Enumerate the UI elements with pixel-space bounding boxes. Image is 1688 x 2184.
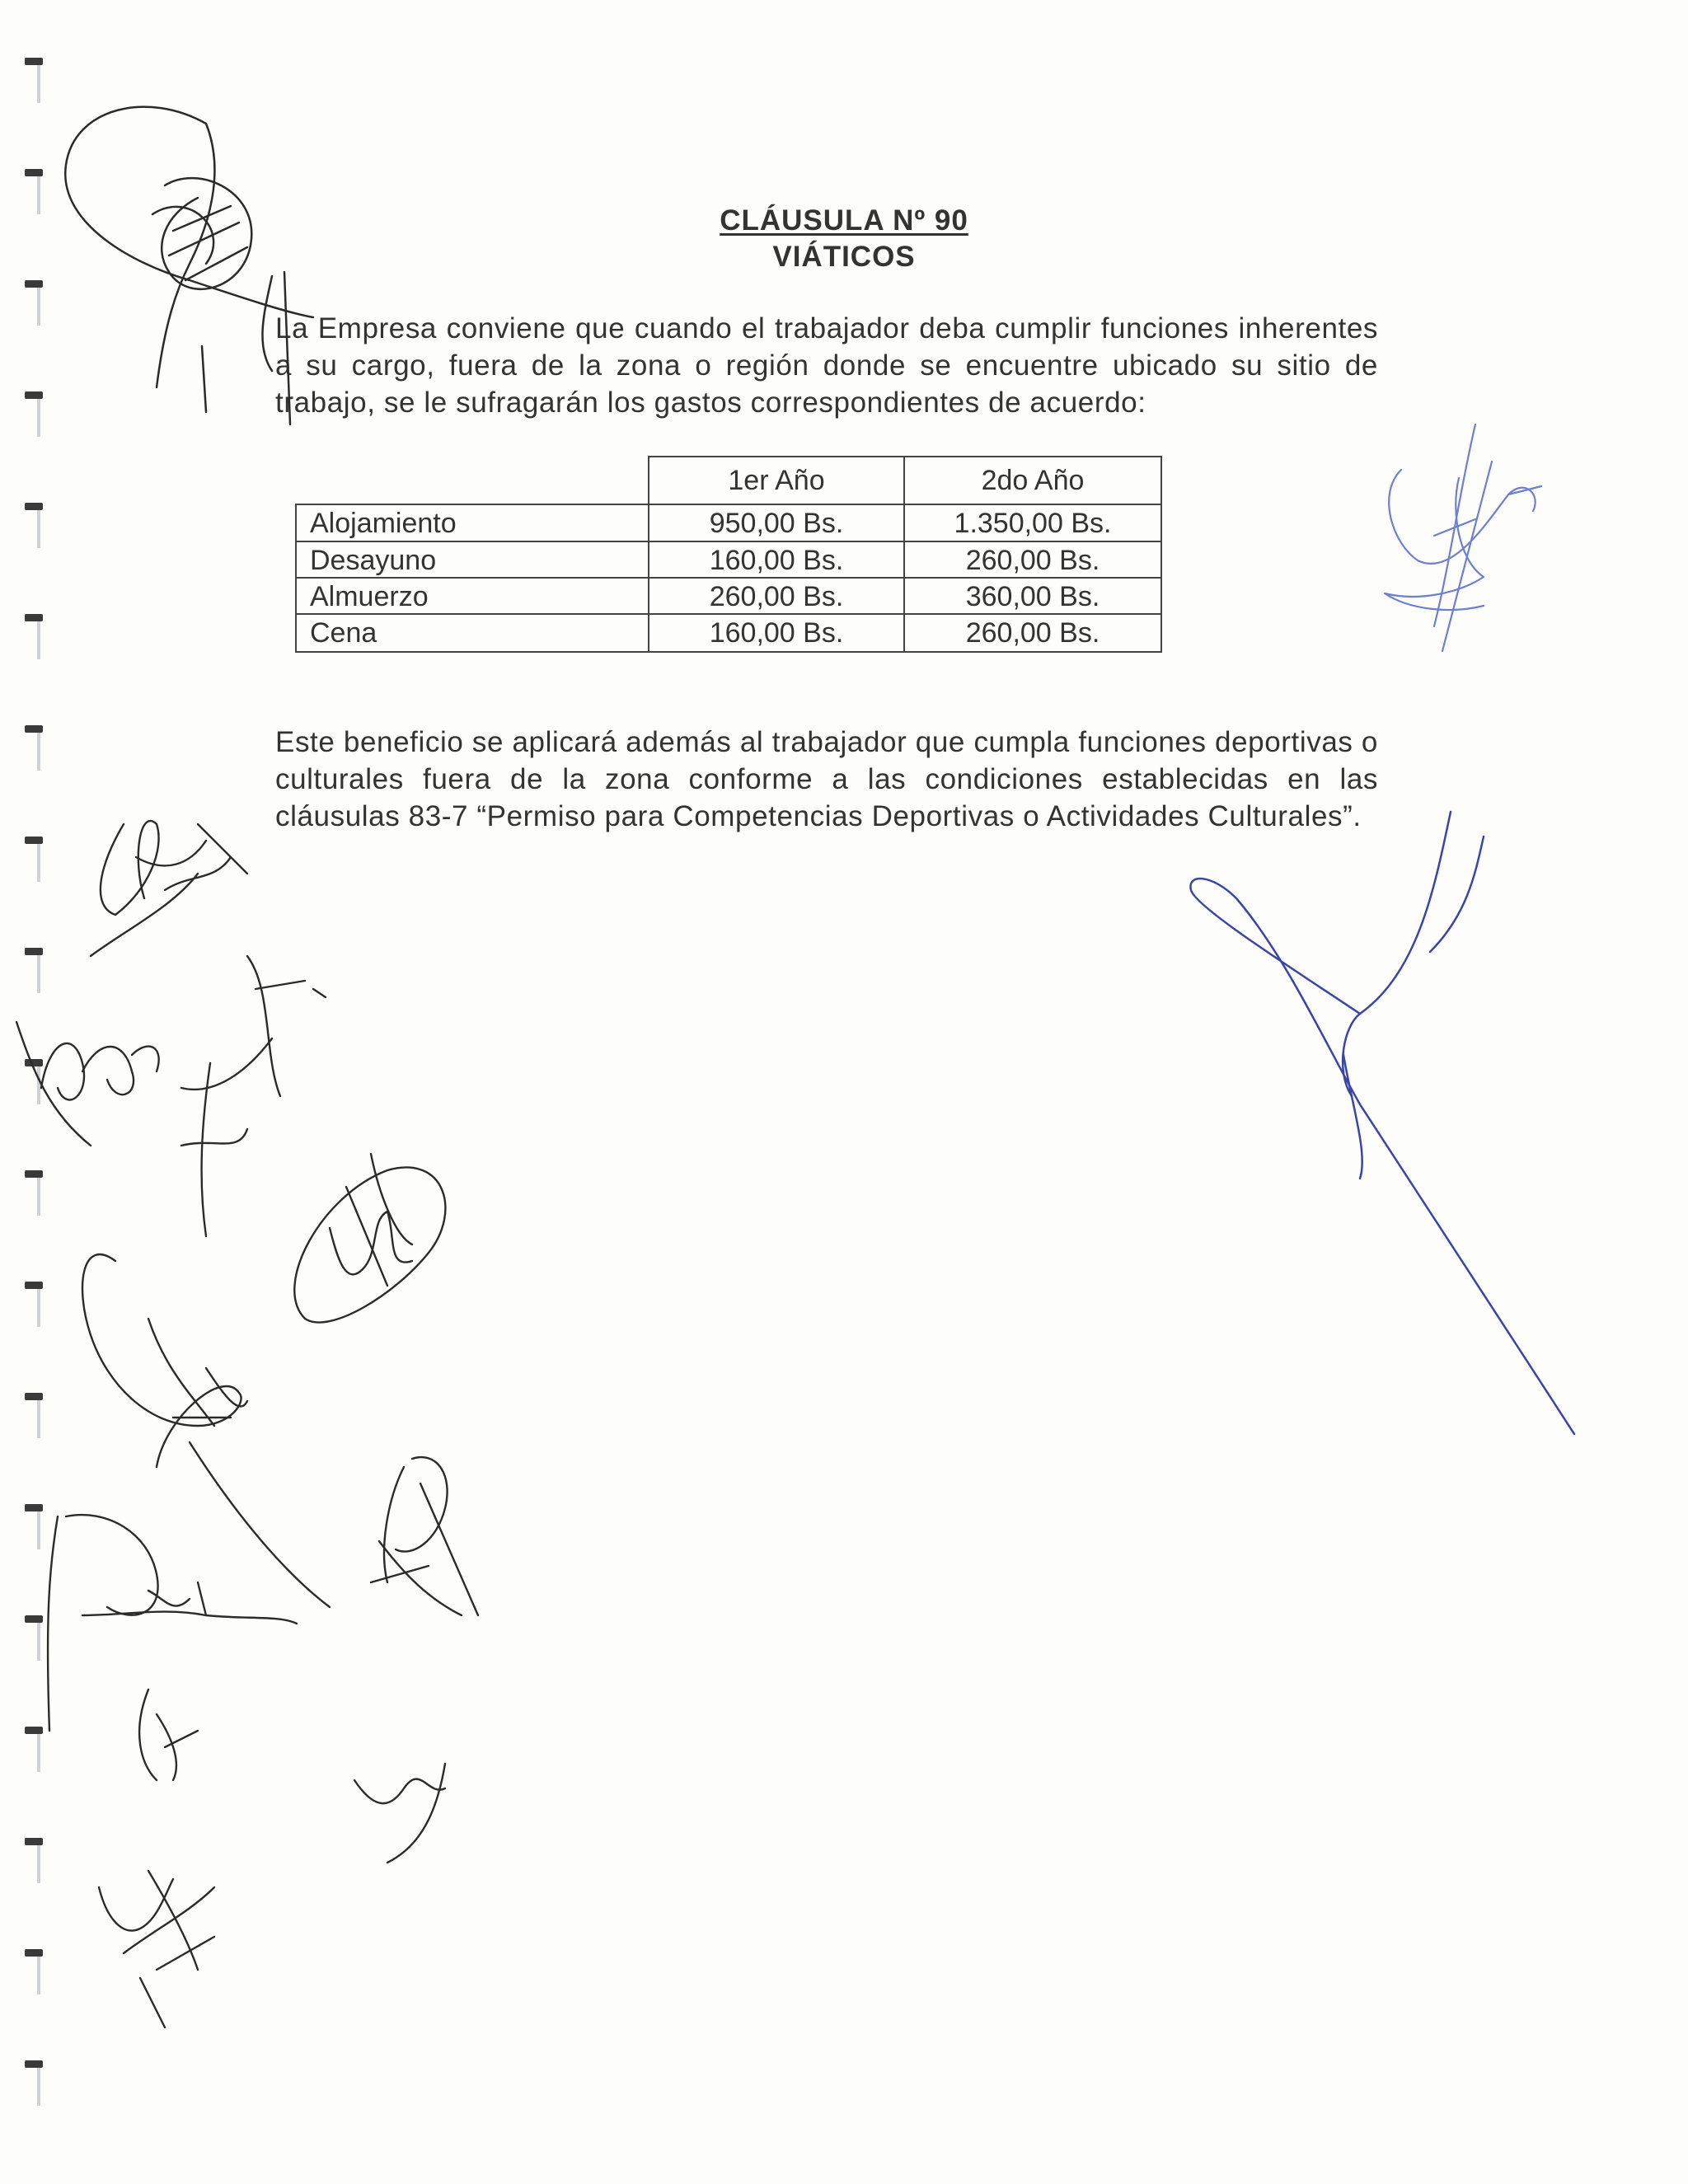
binder-mark <box>25 1282 43 1289</box>
binder-mark <box>25 837 43 844</box>
signature-left-5 <box>371 1457 478 1615</box>
binder-mark <box>25 503 43 510</box>
binder-mark <box>25 614 43 621</box>
signature-left-1 <box>91 821 247 956</box>
clause-subtitle: VIÁTICOS <box>772 241 916 273</box>
binder-mark <box>25 1615 43 1623</box>
signature-left-8 <box>99 1871 214 2027</box>
cell-value-year-1: 950,00 Bs. <box>648 504 905 542</box>
clause-title: CLÁUSULA Nº 90 <box>720 204 968 237</box>
binder-mark <box>25 1727 43 1734</box>
binder-mark <box>25 1504 43 1511</box>
signature-left-7 <box>139 1690 445 1863</box>
cell-value-year-1: 160,00 Bs. <box>648 613 905 653</box>
cell-value-year-2: 260,00 Bs. <box>903 541 1162 579</box>
row-label: Desayuno <box>295 541 649 579</box>
intro-paragraph: La Empresa conviene que cuando el trabajador deba cumplir funciones inherentes a su cargo, fuera de la zona o región donde se encuentre ubicado su sitio de trabajo, se le sufragarán los gastos correspondientes de acuerdo: <box>275 312 1378 419</box>
signature-left-4 <box>82 1254 330 1607</box>
signature-right-large <box>1190 812 1574 1434</box>
binder-mark <box>25 1838 43 1845</box>
column-header-year-1: 1er Año <box>648 456 905 505</box>
binder-mark <box>25 391 43 399</box>
binder-mark <box>25 280 43 288</box>
row-label: Alojamiento <box>295 504 649 542</box>
binder-mark <box>25 1170 43 1178</box>
binder-mark <box>25 1393 43 1400</box>
cell-value-year-1: 160,00 Bs. <box>648 541 905 579</box>
cell-value-year-2: 360,00 Bs. <box>903 577 1162 615</box>
column-header-year-2: 2do Año <box>903 456 1162 505</box>
signature-left-2 <box>16 956 326 1236</box>
cell-value-year-2: 1.350,00 Bs. <box>903 504 1162 542</box>
signature-left-6 <box>48 1515 297 1731</box>
binder-mark <box>25 948 43 955</box>
signature-left-3 <box>294 1154 445 1323</box>
clause-heading <box>0 203 1688 275</box>
binder-mark <box>25 1949 43 1957</box>
benefit-paragraph: Este beneficio se aplicará además al trabajador que cumpla funciones deportivas o culturales fuera de la zona conforme a las condiciones establecidas en las cláusulas 83-7 “Permiso para Competencias Deportivas o Actividades Culturales”. <box>275 726 1378 832</box>
row-label: Cena <box>295 613 649 653</box>
binder-mark <box>25 169 43 176</box>
row-label: Almuerzo <box>295 577 649 615</box>
cell-value-year-2: 260,00 Bs. <box>903 613 1162 653</box>
binder-mark <box>25 725 43 733</box>
binder-mark <box>25 58 43 65</box>
binder-mark <box>25 2060 43 2068</box>
signature-right-small <box>1385 424 1541 651</box>
cell-value-year-1: 260,00 Bs. <box>648 577 905 615</box>
binder-mark <box>25 1059 43 1066</box>
